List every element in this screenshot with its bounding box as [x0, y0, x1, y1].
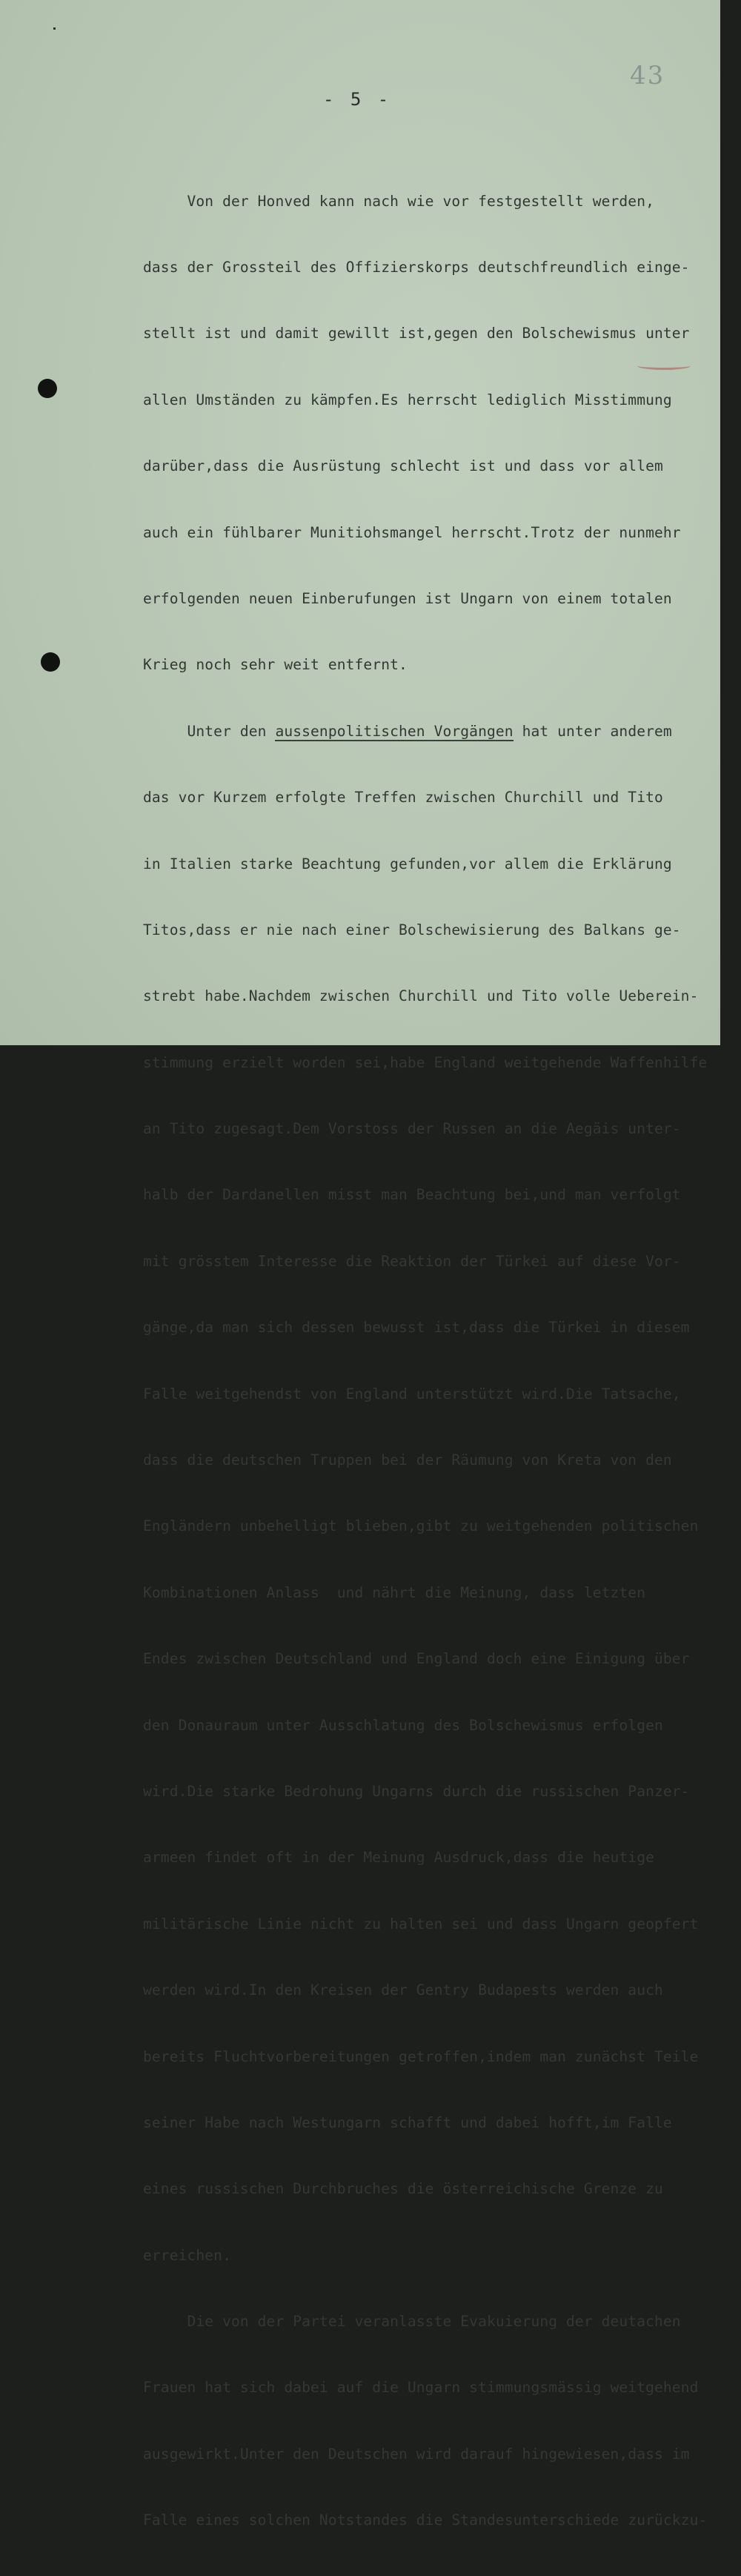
text-line: Endes zwischen Deutschland und England doch eine Einigung über: [143, 1650, 690, 1668]
folio-number: 43: [630, 61, 665, 90]
text-line: Falle eines solchen Notstandes die Standesunterschiede zurückzu-: [143, 2512, 708, 2529]
underlined-phrase: aussenpolitischen Vorgängen: [275, 722, 514, 740]
text-line: Falle weitgehendst von England unterstützt wird.Die Tatsache,: [143, 1385, 681, 1403]
text-line: Die von der Partei veranlasste Evakuierung der deutachen: [143, 2313, 681, 2331]
ink-speck: [53, 27, 56, 30]
text-line: dass der Grossteil des Offizierskorps deutschfreundlich einge-: [143, 258, 690, 276]
text-line: erreichen.: [143, 2246, 231, 2264]
text-line: auch ein fühlbarer Munitiohsmangel herrscht.Trotz der nunmehr: [143, 523, 681, 541]
text-line: den Donauraum unter Ausschlatung des Bolschewismus erfolgen: [143, 1716, 663, 1734]
text-line: das vor Kurzem erfolgte Treffen zwischen Churchill und Tito: [143, 789, 663, 807]
text-line: militärische Linie nicht zu halten sei und dass Ungarn geopfert: [143, 1915, 699, 1933]
typewritten-body: [143, 146, 717, 2576]
text-line: Frauen hat sich dabei auf die Ungarn stimmungsmässig weitgehend: [143, 2379, 699, 2397]
text-line: Titos,dass er nie nach einer Bolschewisierung des Balkans ge-: [143, 921, 681, 938]
text-line: erfolgenden neuen Einberufungen ist Ungarn von einem totalen: [143, 589, 672, 607]
text-line: Kombinationen Anlass und nährt die Meinung, dass letzten: [143, 1583, 646, 1601]
text-line: darüber,dass die Ausrüstung schlecht ist und dass vor allem: [143, 457, 663, 475]
text-line: allen Umständen zu kämpfen.Es herrscht lediglich Misstimmung: [143, 391, 672, 408]
text-line: wird.Die starke Bedrohung Ungarns durch die russischen Panzer-: [143, 1782, 690, 1800]
text-segment: hat unter anderem: [513, 722, 672, 740]
text-line: stellt ist und damit gewillt ist,gegen den Bolschewismus unter: [143, 325, 690, 342]
text-segment: Unter den: [143, 722, 276, 740]
text-line: strebt habe.Nachdem zwischen Churchill und Tito volle Ueberein-: [143, 987, 699, 1005]
red-pencil-underline: [637, 362, 691, 370]
text-line: bereits Fluchtvorbereitungen getroffen,indem man zunächst Teile: [143, 2047, 699, 2065]
text-line: halb der Dardanellen misst man Beachtung bei,und man verfolgt: [143, 1186, 681, 1204]
text-line: an Tito zugesagt.Dem Vorstoss der Russen an die Aegäis unter-: [143, 1120, 681, 1138]
text-line: dass die deutschen Truppen bei der Räumung von Kreta von den: [143, 1451, 672, 1469]
text-line: werden wird.In den Kreisen der Gentry Budapests werden auch: [143, 1981, 663, 1999]
text-line: armeen findet oft in der Meinung Ausdruck,dass die heutige: [143, 1849, 654, 1867]
text-line: stimmung erzielt worden sei,habe England weitgehende Waffenhilfe: [143, 1053, 708, 1071]
text-line: Krieg noch sehr weit entfernt.: [143, 656, 408, 674]
text-line: Engländern unbehelligt blieben,gibt zu weitgehenden politischen: [143, 1517, 699, 1535]
text-line: seiner Habe nach Westungarn schafft und dabei hofft,im Falle: [143, 2113, 672, 2131]
punch-hole-upper: [38, 379, 57, 398]
text-line: in Italien starke Beachtung gefunden,vor allem die Erklärung: [143, 855, 672, 873]
punch-hole-lower: [41, 652, 60, 672]
text-line: Von der Honved kann nach wie vor festgestellt werden,: [143, 192, 654, 210]
text-line: eines russischen Durchbruches die österreichische Grenze zu: [143, 2180, 663, 2198]
page-number: - 5 -: [323, 89, 392, 110]
text-line-with-underline: [143, 721, 717, 743]
text-line: ausgewirkt.Unter den Deutschen wird darauf hingewiesen,dass im: [143, 2445, 690, 2463]
text-line: gänge,da man sich dessen bewusst ist,dass die Türkei in diesem: [143, 1319, 690, 1337]
scan-background-edge: [720, 0, 741, 1051]
text-line: mit grösstem Interesse die Reaktion der Türkei auf diese Vor-: [143, 1252, 681, 1270]
